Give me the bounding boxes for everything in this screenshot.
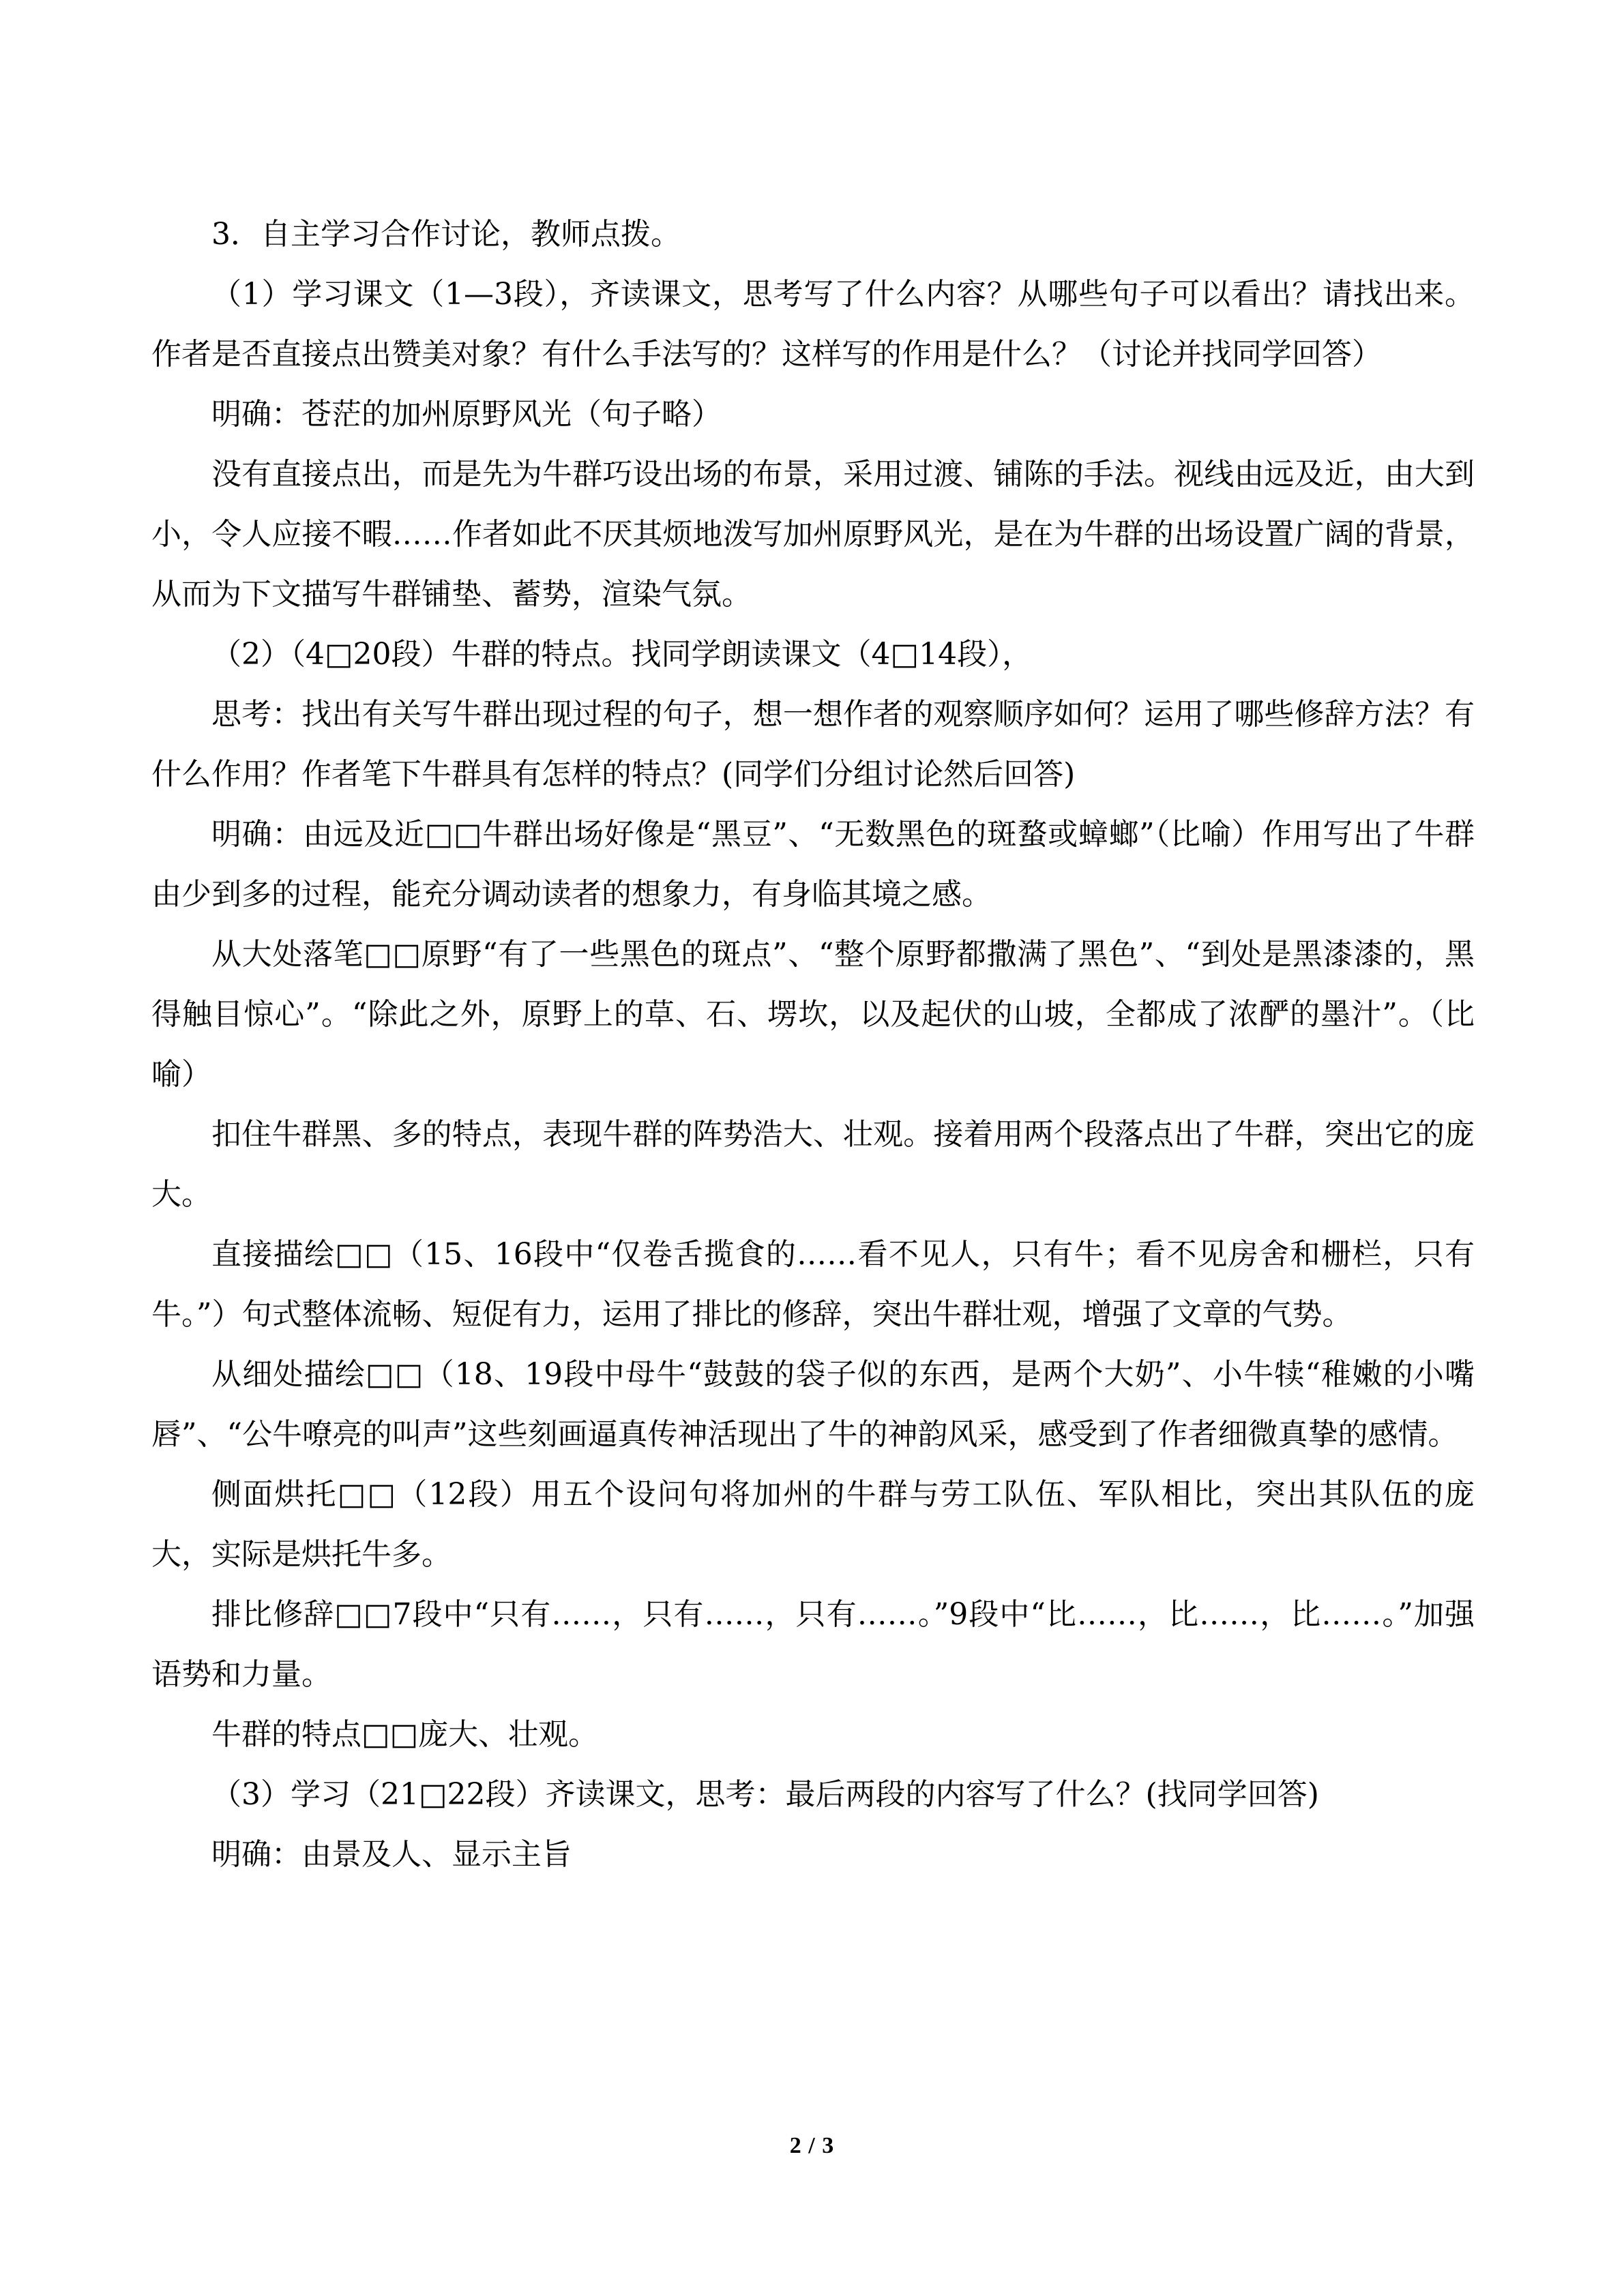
- paragraph-answer-2: 明确：由远及近□□牛群出场好像是“黑豆”、“无数黑色的斑蝥或蟑螂”（比喻）作用写出了牛群由少到多的过程，能充分调动读者的想象力，有身临其境之感。: [151, 817, 1475, 912]
- paragraph-parallelism: 排比修辞□□7段中“只有……，只有……，只有……。”9段中“比……，比……，比……。”加强语势和力量。: [151, 1597, 1475, 1692]
- paragraph-question-1: （1）学习课文（1—3段），齐读课文，思考写了什么内容？从哪些句子可以看出？请找出来。作者是否直接点出赞美对象？有什么手法写的？这样写的作用是什么？（讨论并找同学回答）: [151, 277, 1475, 372]
- paragraph-side-contrast: 侧面烘托□□（12段）用五个设问句将加州的牛群与劳工队伍、军队相比，突出其队伍的庞大，实际是烘托牛多。: [151, 1477, 1475, 1572]
- paragraph-answer-3: 明确：由景及人、显示主旨: [211, 1837, 572, 1872]
- paragraph-detail-description: 从细处描绘□□（18、19段中母牛“鼓鼓的袋子似的东西，是两个大奶”、小牛犊“稚嫩的小嘴唇”、“公牛嘹亮的叫声”这些刻画逼真传神活现出了牛的神韵风采，感受到了作者细微真挚的感情。: [151, 1357, 1475, 1452]
- paragraph-features-summary: 扣住牛群黑、多的特点，表现牛群的阵势浩大、壮观。接着用两个段落点出了牛群，突出它的庞大。: [151, 1117, 1475, 1212]
- paragraph-herd-traits: 牛群的特点□□庞大、壮观。: [211, 1717, 599, 1752]
- document-body: [151, 205, 1475, 1885]
- paragraph-think-2: 思考：找出有关写牛群出现过程的句子，想一想作者的观察顺序如何？运用了哪些修辞方法？有什么作用？作者笔下牛群具有怎样的特点？(同学们分组讨论然后回答): [151, 697, 1475, 792]
- paragraph-broad-view: 从大处落笔□□原野“有了一些黑色的斑点”、“整个原野都撒满了黑色”、“到处是黑漆漆的，黑得触目惊心”。“除此之外，原野上的草、石、塄坎，以及起伏的山坡，全都成了浓酽的墨汁”。（比喻）: [151, 937, 1475, 1092]
- paragraph-direct-description: 直接描绘□□（15、16段中“仅卷舌揽食的……看不见人，只有牛；看不见房舍和栅栏，只有牛。”）句式整体流畅、短促有力，运用了排比的修辞，突出牛群壮观，增强了文章的气势。: [151, 1237, 1475, 1332]
- paragraph-question-2: （2）（4□20段）牛群的特点。找同学朗读课文（4□14段），: [211, 637, 1033, 672]
- paragraph-step-3-heading: 3．自主学习合作讨论，教师点拨。: [211, 217, 681, 252]
- page-number: 2 / 3: [789, 2133, 835, 2158]
- paragraph-question-3: （3）学习（21□22段）齐读课文，思考：最后两段的内容写了什么？(找同学回答): [211, 1777, 1319, 1812]
- paragraph-explanation-1: 没有直接点出，而是先为牛群巧设出场的布景，采用过渡、铺陈的手法。视线由远及近，由大到小，令人应接不暇……作者如此不厌其烦地泼写加州原野风光，是在为牛群的出场设置广阔的背景，从而为下文描写牛群铺垫、蓄势，渲染气氛。: [151, 457, 1475, 612]
- paragraph-answer-1: 明确：苍茫的加州原野风光（句子略）: [211, 397, 722, 432]
